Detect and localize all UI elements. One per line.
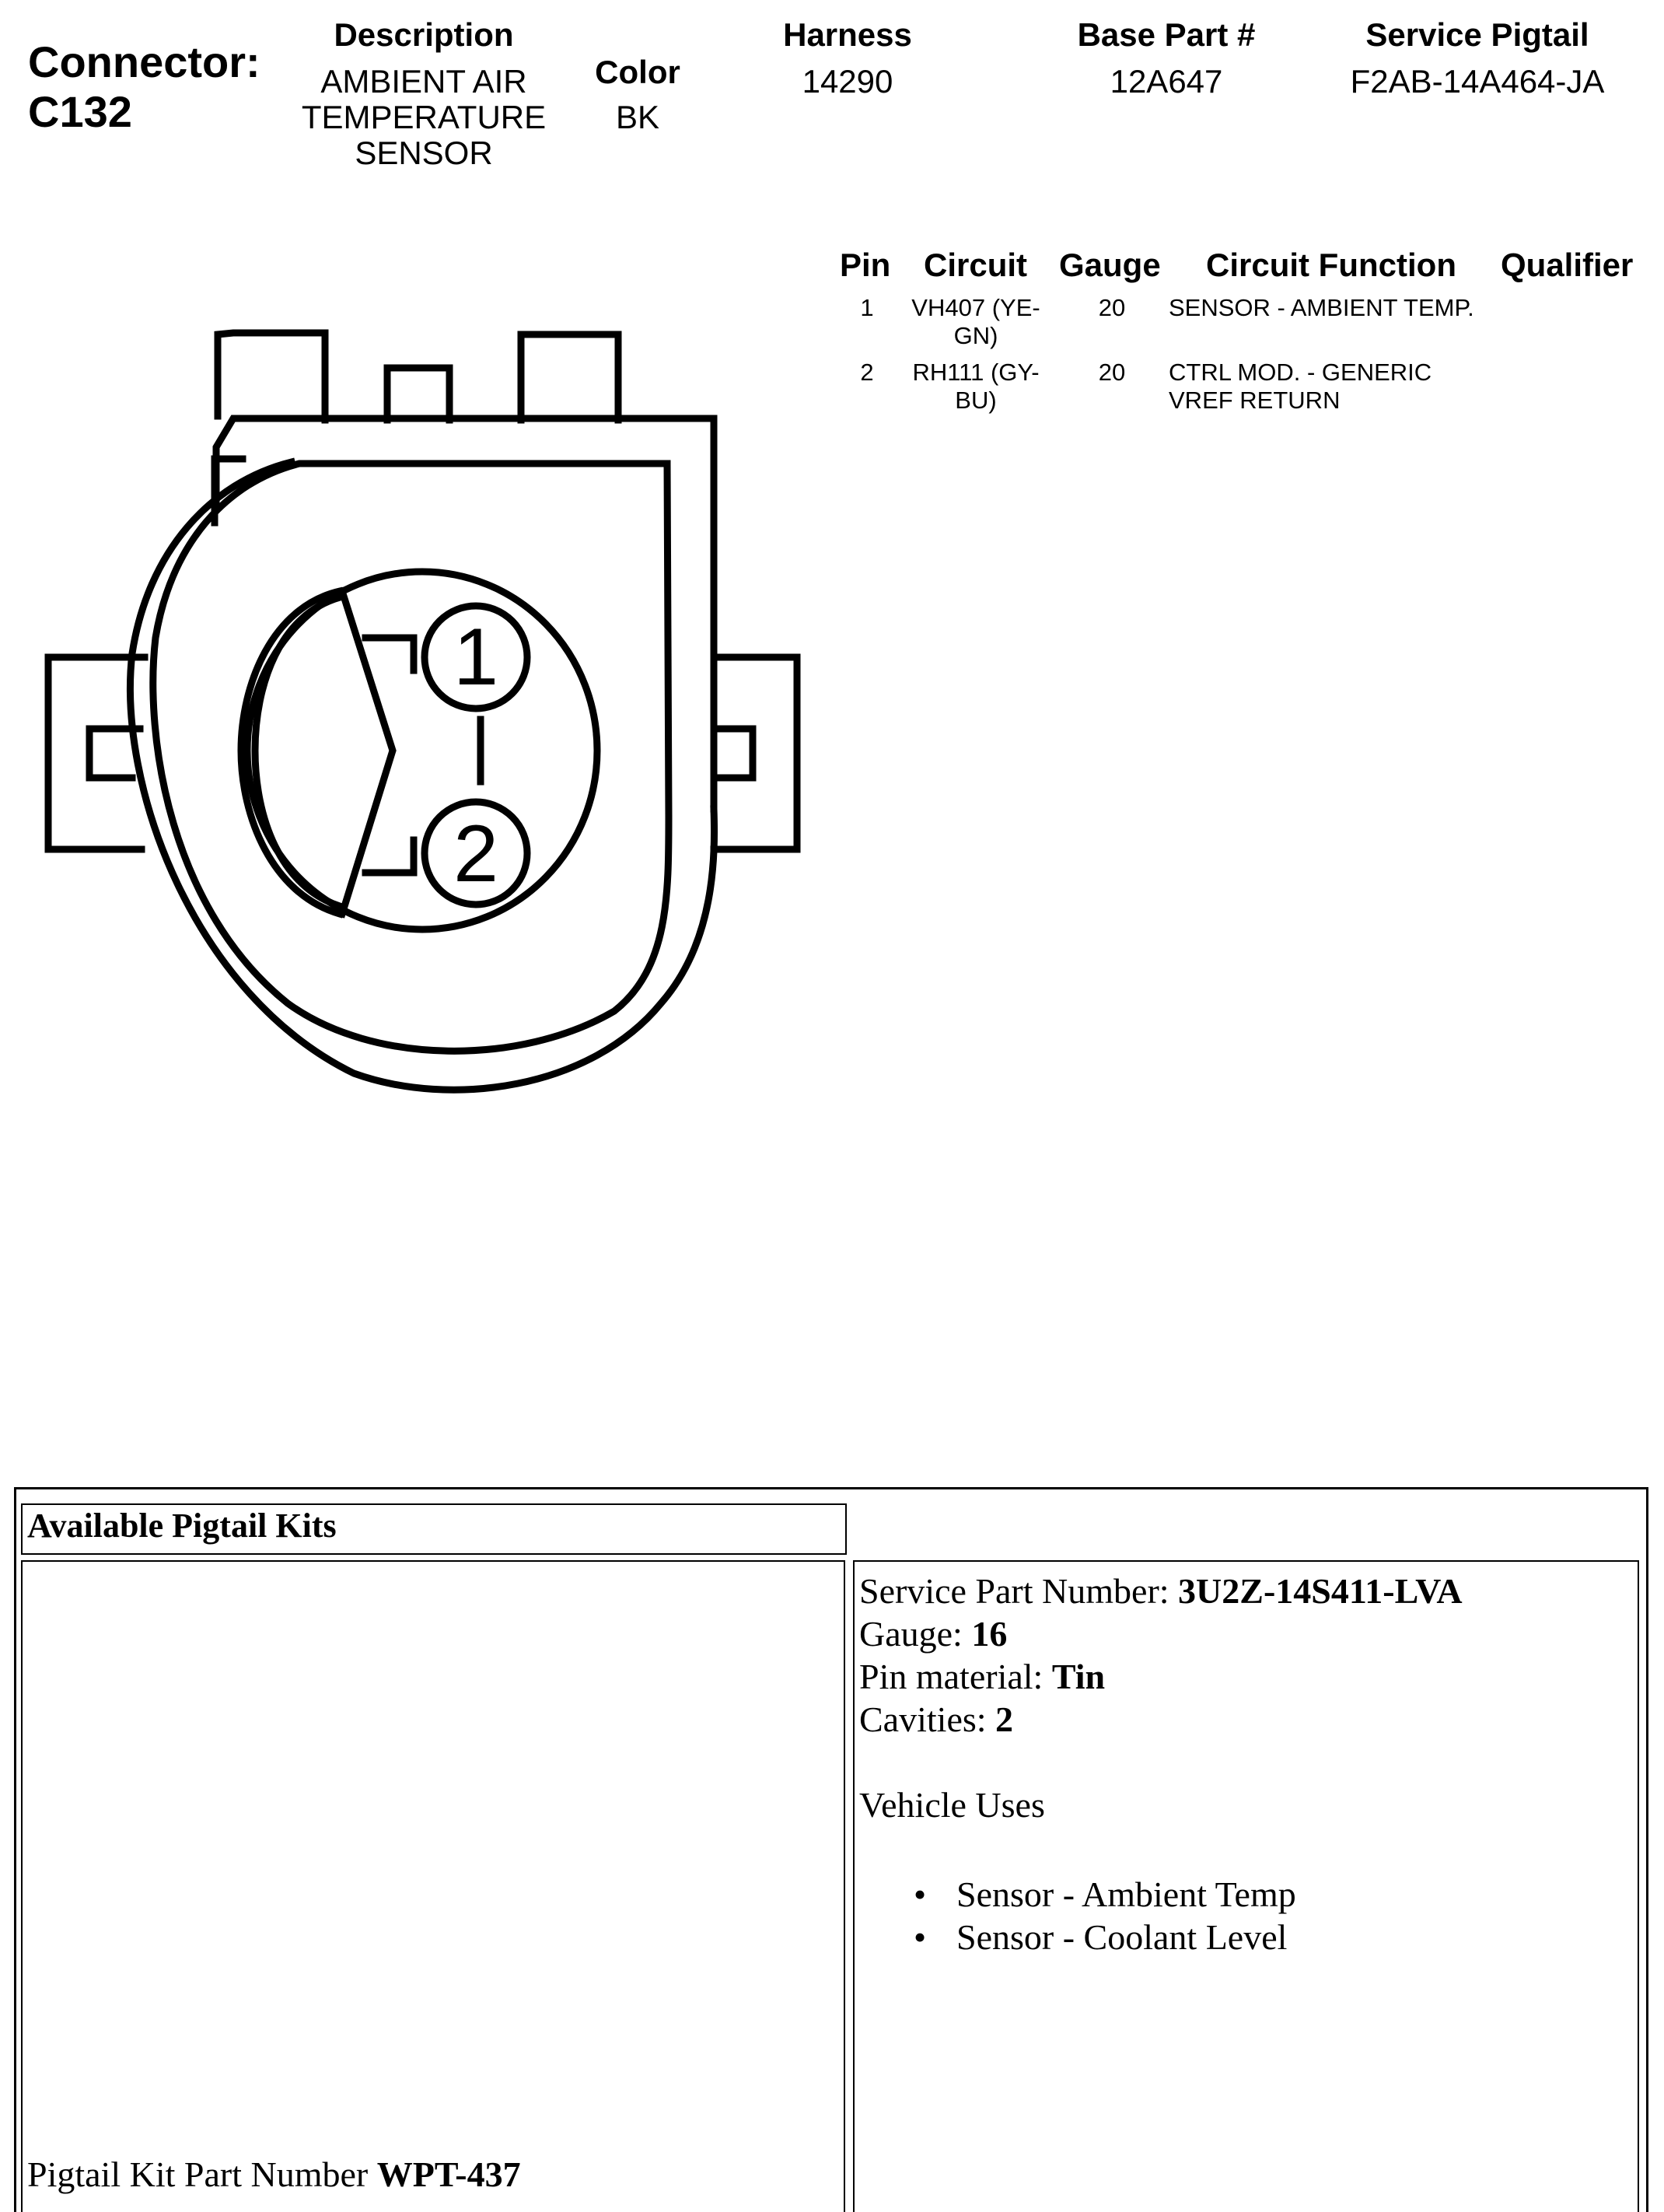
circuit-line: RH111 (GY- [912, 359, 1040, 386]
connector-label: Connector: [28, 37, 260, 86]
function-line: SENSOR - AMBIENT TEMP. [1169, 294, 1474, 321]
function-line: VREF RETURN [1169, 387, 1341, 414]
service-pigtail-value: F2AB-14A464-JA [1350, 63, 1605, 100]
list-item [859, 1916, 1629, 1958]
right-side-tab-notch [714, 729, 753, 778]
bullet-icon: • [914, 1917, 927, 1957]
vehicle-use-label: Sensor - Ambient Temp [956, 1874, 1296, 1914]
right-latch-tab [521, 334, 618, 420]
pin-number: 1 [860, 294, 874, 321]
pigtail-kits-title-cell [21, 1503, 847, 1555]
circuit-id [894, 359, 1057, 415]
pin-2-label: 2 [453, 809, 498, 899]
circuit-line: VH407 (YE- [911, 294, 1040, 321]
center-latch-tab [387, 368, 449, 420]
gauge-column-header: Gauge [1059, 247, 1161, 283]
vehicle-uses-heading: Vehicle Uses [859, 1785, 1045, 1825]
kit-part-number-label: Pigtail Kit Part Number [27, 2154, 377, 2194]
pin-material [859, 1655, 1629, 1698]
function-column-header: Circuit Function [1206, 247, 1456, 283]
kit-part-number-value: WPT-437 [376, 2154, 521, 2194]
pin-number: 2 [860, 359, 874, 386]
left-latch-tab [218, 333, 325, 420]
pin-bracket-lower [365, 840, 414, 873]
connector-id: C132 [28, 87, 132, 136]
inner-body-outline [153, 464, 669, 1051]
circuit-line: BU) [955, 387, 997, 414]
base-part-value: 12A647 [1110, 63, 1223, 100]
vehicle-uses-list [859, 1873, 1629, 1958]
pigtail-kits-title: Available Pigtail Kits [27, 1507, 337, 1545]
list-item [859, 1873, 1629, 1916]
pin-material-value: Tin [1051, 1657, 1106, 1696]
pigtail-gauge-label: Gauge: [859, 1614, 972, 1654]
pigtail-details-cell [853, 1560, 1639, 2212]
service-part-number [859, 1570, 1629, 1612]
circuit-column-header: Circuit [924, 247, 1028, 283]
pin-column-header: Pin [840, 247, 891, 283]
vehicle-use-label: Sensor - Coolant Level [956, 1917, 1288, 1957]
pin-material-label: Pin material: [859, 1657, 1052, 1696]
wire-gauge: 20 [1098, 359, 1126, 386]
service-part-number-value: 3U2Z-14S411-LVA [1178, 1571, 1463, 1611]
color-value: BK [615, 99, 660, 135]
service-pigtail-header: Service Pigtail [1365, 16, 1589, 53]
pigtail-kit-image-cell [21, 1560, 845, 2212]
circuit-function [1169, 294, 1511, 322]
qualifier-column-header: Qualifier [1501, 247, 1634, 283]
pigtail-gauge-value: 16 [971, 1614, 1008, 1654]
pin-bracket-upper [365, 638, 414, 670]
pigtail-specs [859, 1570, 1629, 1958]
bullet-icon: • [914, 1874, 927, 1914]
harness-header: Harness [783, 16, 912, 53]
color-header: Color [595, 54, 680, 90]
description-line: SENSOR [355, 135, 493, 171]
pigtail-gauge [859, 1612, 1629, 1655]
circuit-id [894, 294, 1057, 350]
cavities [859, 1698, 1629, 1741]
cavities-value: 2 [995, 1699, 1014, 1739]
function-line: CTRL MOD. - GENERIC [1169, 359, 1432, 386]
wire-gauge: 20 [1098, 294, 1126, 321]
pin-1-label: 1 [453, 612, 498, 702]
service-part-number-label: Service Part Number: [859, 1571, 1179, 1611]
circuit-function [1169, 359, 1511, 415]
description-header: Description [334, 16, 514, 53]
cavities-label: Cavities: [859, 1699, 996, 1739]
kit-part-number [27, 2153, 836, 2196]
harness-value: 14290 [802, 63, 893, 100]
description-line: AMBIENT AIR [320, 63, 527, 100]
base-part-header: Base Part # [1077, 16, 1256, 53]
circuit-line: GN) [953, 322, 998, 349]
description-line: TEMPERATURE [301, 99, 547, 135]
connector-face-diagram [0, 0, 824, 1120]
